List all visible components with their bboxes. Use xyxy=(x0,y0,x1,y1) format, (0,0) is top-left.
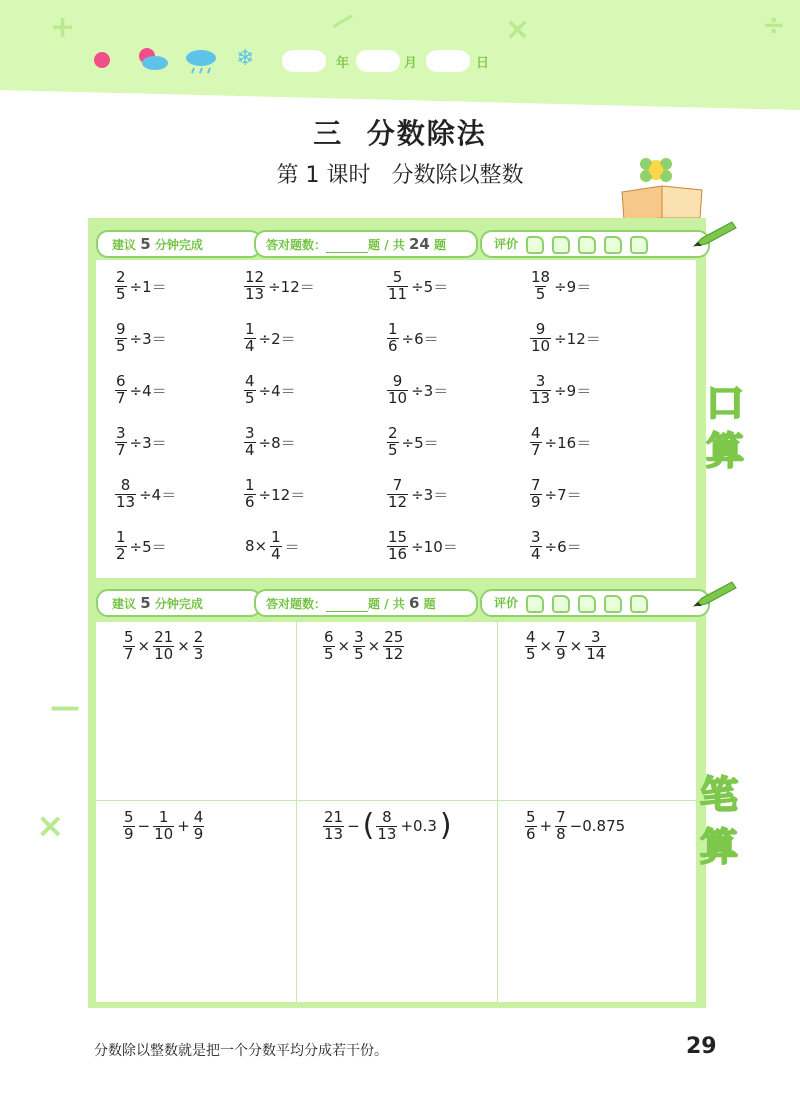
fraction xyxy=(115,478,136,511)
suggest-suffix: 分钟完成 xyxy=(154,597,203,611)
numerator: 8 xyxy=(120,476,131,494)
numerator: 7 xyxy=(556,808,566,826)
fraction xyxy=(115,426,127,459)
numerator: 2 xyxy=(116,268,126,286)
correct-count-field[interactable] xyxy=(326,238,368,253)
numerator: 6 xyxy=(116,372,126,390)
day-label: 日 xyxy=(476,56,490,71)
fraction xyxy=(530,426,542,459)
oral-problem xyxy=(529,270,593,303)
denominator: 7 xyxy=(116,388,126,407)
month-field[interactable] xyxy=(356,50,400,72)
numerator: 7 xyxy=(392,476,403,494)
snowflake-icon: ❄ xyxy=(236,46,255,71)
numerator: 3 xyxy=(531,528,541,546)
numerator: 1 xyxy=(116,528,126,546)
denominator: 4 xyxy=(271,544,281,563)
numerator: 1 xyxy=(245,320,255,338)
numerator: 2 xyxy=(193,628,204,646)
year-field[interactable] xyxy=(282,50,326,72)
written-score-pill xyxy=(254,589,478,617)
oral-problem xyxy=(529,322,603,355)
operator: × xyxy=(539,637,553,656)
pencil-icon xyxy=(692,216,738,250)
denominator: 9 xyxy=(124,824,134,843)
denominator: 10 xyxy=(531,336,551,355)
oral-problem xyxy=(114,374,169,407)
numerator: 3 xyxy=(535,372,546,390)
fraction xyxy=(530,530,542,563)
fraction xyxy=(530,270,551,303)
correct-prefix: 答对题数： xyxy=(266,597,327,611)
denominator: 4 xyxy=(245,440,255,459)
correct-count-field[interactable] xyxy=(326,597,368,612)
written-problem xyxy=(122,630,205,663)
suggest-prefix: 建议 xyxy=(112,597,137,611)
fraction xyxy=(376,810,397,843)
written-problem xyxy=(322,810,453,843)
correct-mid: 题 / 共 xyxy=(368,597,405,611)
denominator: 5 xyxy=(324,644,334,663)
suggest-prefix: 建议 xyxy=(112,238,137,252)
expression-text: ÷1＝ xyxy=(129,277,167,296)
expression-text: ÷2＝ xyxy=(258,329,296,348)
denominator: 4 xyxy=(245,336,255,355)
fraction xyxy=(585,630,606,663)
expression-text: ÷16＝ xyxy=(544,433,592,452)
denominator: 5 xyxy=(245,388,255,407)
numerator: 15 xyxy=(388,528,408,546)
oral-problem xyxy=(529,478,584,511)
month-label: 月 xyxy=(404,56,418,71)
denominator: 9 xyxy=(531,492,541,511)
denominator: 2 xyxy=(116,544,126,563)
fraction xyxy=(244,478,256,511)
plus-decoration: + xyxy=(50,10,76,45)
expression-text: ÷6＝ xyxy=(544,537,582,556)
oral-problem xyxy=(529,426,593,459)
oral-problem xyxy=(386,374,450,407)
total-count: 6 xyxy=(408,594,420,612)
denominator: 5 xyxy=(116,336,126,355)
expression-text: ÷7＝ xyxy=(544,485,582,504)
numerator: 12 xyxy=(245,268,265,286)
fraction xyxy=(387,426,399,459)
numerator: 5 xyxy=(392,268,403,286)
fraction xyxy=(555,810,567,843)
denominator: 5 xyxy=(388,440,398,459)
numerator: 1 xyxy=(388,320,398,338)
operator: + xyxy=(539,817,553,836)
oral-problem xyxy=(386,530,460,563)
fraction xyxy=(383,630,404,663)
oral-problem xyxy=(114,426,169,459)
numerator: 7 xyxy=(556,628,566,646)
book-flower-icon xyxy=(618,154,708,224)
suggest-suffix: 分钟完成 xyxy=(154,238,203,252)
expression-text: ÷5＝ xyxy=(401,433,439,452)
numerator: 3 xyxy=(591,628,601,646)
denominator: 6 xyxy=(388,336,398,355)
thumb-icon[interactable] xyxy=(552,236,570,254)
denominator: 9 xyxy=(556,644,566,663)
written-problem xyxy=(122,810,205,843)
operator: × xyxy=(337,637,351,656)
fraction xyxy=(244,270,265,303)
fraction xyxy=(115,530,127,563)
expression-text: ÷3＝ xyxy=(129,433,167,452)
numerator: 2 xyxy=(388,424,398,442)
expression-text: ÷12＝ xyxy=(554,329,601,348)
sun-icon xyxy=(92,50,112,70)
suggest-minutes: 5 xyxy=(140,594,151,612)
numerator: 4 xyxy=(193,808,204,826)
header-band xyxy=(0,0,800,110)
oral-rating-pill xyxy=(480,230,710,258)
rating-label: 评价 xyxy=(494,596,519,610)
oral-problem xyxy=(243,374,298,407)
sun-cloud-icon xyxy=(135,46,169,72)
thumb-icon[interactable] xyxy=(552,595,570,613)
expression-text: ÷4＝ xyxy=(258,381,296,400)
written-problem xyxy=(524,630,607,663)
denominator: 4 xyxy=(531,544,541,563)
numerator: 1 xyxy=(158,808,169,826)
correct-suffix: 题 xyxy=(434,238,447,252)
divide-decoration: ÷ xyxy=(762,8,786,41)
denominator: 14 xyxy=(586,644,606,663)
oral-problem xyxy=(243,270,317,303)
oral-problem xyxy=(386,426,441,459)
rain-cloud-icon xyxy=(184,46,218,74)
expression-text: ÷8＝ xyxy=(258,433,296,452)
pencil-icon xyxy=(692,576,738,610)
numerator: 5 xyxy=(124,628,134,646)
denominator: 8 xyxy=(556,824,566,843)
expression-text: ÷12＝ xyxy=(258,485,306,504)
numerator: 4 xyxy=(245,372,255,390)
lesson-title: 第 1 课时 分数除以整数 xyxy=(276,163,524,188)
operator: − xyxy=(137,817,151,836)
fraction xyxy=(387,322,399,355)
expression-text: ÷9＝ xyxy=(554,381,592,400)
denominator: 10 xyxy=(154,644,174,663)
denominator: 5 xyxy=(535,284,546,303)
expression-text: ÷10＝ xyxy=(411,537,458,556)
operator: × xyxy=(569,637,583,656)
fraction xyxy=(387,374,408,407)
expression-text: +0.3 xyxy=(400,817,437,836)
minus-decoration-left: — xyxy=(50,690,80,725)
oral-info-bar xyxy=(96,230,716,256)
thumb-icon[interactable] xyxy=(630,236,648,254)
numerator: 9 xyxy=(392,372,403,390)
paren: ) xyxy=(439,808,452,844)
expression-text: ÷3＝ xyxy=(129,329,167,348)
thumb-icon[interactable] xyxy=(578,595,596,613)
fraction xyxy=(270,530,282,563)
correct-suffix: 题 xyxy=(423,597,436,611)
fraction xyxy=(353,630,365,663)
denominator: 6 xyxy=(526,824,536,843)
denominator: 7 xyxy=(531,440,541,459)
expression-text: −0.875 xyxy=(569,817,626,836)
thumb-icon[interactable] xyxy=(578,236,596,254)
denominator: 7 xyxy=(124,644,134,663)
numerator: 6 xyxy=(324,628,334,646)
oral-problem xyxy=(243,530,302,563)
thumb-icon[interactable] xyxy=(604,595,622,613)
times-decoration: × xyxy=(505,12,531,47)
numerator: 5 xyxy=(526,808,536,826)
written-label-suan: 算 xyxy=(700,825,739,869)
denominator: 5 xyxy=(116,284,126,303)
oral-problem xyxy=(243,478,307,511)
written-suggest-pill xyxy=(96,589,262,617)
expression-text: ÷9＝ xyxy=(554,277,592,296)
fraction xyxy=(323,630,335,663)
fraction xyxy=(193,810,205,843)
denominator: 12 xyxy=(388,492,408,511)
rating-label: 评价 xyxy=(494,237,519,251)
denominator: 13 xyxy=(116,492,136,511)
numerator: 9 xyxy=(535,320,546,338)
fraction xyxy=(530,322,551,355)
oral-problem xyxy=(386,270,450,303)
denominator: 7 xyxy=(116,440,126,459)
numerator: 7 xyxy=(531,476,541,494)
operator: × xyxy=(137,637,151,656)
fraction xyxy=(530,374,551,407)
denominator: 5 xyxy=(526,644,536,663)
operator: × xyxy=(177,637,190,656)
numerator: 3 xyxy=(245,424,255,442)
fraction xyxy=(244,374,256,407)
denominator: 16 xyxy=(388,544,408,563)
numerator: 8 xyxy=(382,808,392,826)
expression-text: ＝ xyxy=(284,537,300,556)
unit-title: 三 分数除法 xyxy=(313,117,487,150)
fraction xyxy=(244,426,256,459)
page-number: 29 xyxy=(686,1034,717,1059)
denominator: 6 xyxy=(245,492,255,511)
denominator: 13 xyxy=(324,824,344,843)
expression-text: ÷4＝ xyxy=(129,381,167,400)
fraction xyxy=(115,374,127,407)
numerator: 18 xyxy=(531,268,551,286)
fraction xyxy=(323,810,344,843)
oral-problem xyxy=(529,530,584,563)
operator: + xyxy=(177,817,190,836)
year-label: 年 xyxy=(336,56,350,71)
numerator: 5 xyxy=(124,808,134,826)
written-label-bi: 笔 xyxy=(700,773,739,817)
numerator: 4 xyxy=(531,424,541,442)
grid-divider xyxy=(497,622,498,1002)
denominator: 10 xyxy=(388,388,408,407)
oral-problem xyxy=(114,530,169,563)
denominator: 13 xyxy=(531,388,551,407)
operator: − xyxy=(347,817,360,836)
denominator: 12 xyxy=(384,644,404,663)
thumb-icon[interactable] xyxy=(526,595,544,613)
thumb-icon[interactable] xyxy=(526,236,544,254)
denominator: 11 xyxy=(388,284,408,303)
minus-decoration: — xyxy=(324,1,360,39)
oral-problem xyxy=(386,478,450,511)
oral-score-pill xyxy=(254,230,478,258)
written-problem xyxy=(322,630,405,663)
numerator: 1 xyxy=(245,476,255,494)
expression-text: 8× xyxy=(245,537,268,556)
oral-problem xyxy=(114,478,178,511)
correct-prefix: 答对题数： xyxy=(266,238,327,252)
day-field[interactable] xyxy=(426,50,470,72)
fraction xyxy=(193,630,205,663)
footer-tip: 分数除以整数就是把一个分数平均分成若干份。 xyxy=(94,1043,388,1059)
denominator: 3 xyxy=(193,644,204,663)
expression-text: ÷12＝ xyxy=(268,277,315,296)
expression-text: ÷6＝ xyxy=(401,329,439,348)
numerator: 21 xyxy=(324,808,344,826)
oral-suggest-pill xyxy=(96,230,262,258)
expression-text: ÷3＝ xyxy=(411,381,449,400)
fraction xyxy=(387,478,408,511)
fraction xyxy=(387,270,408,303)
fraction xyxy=(115,322,127,355)
denominator: 13 xyxy=(377,824,397,843)
grid-divider xyxy=(296,622,297,1002)
grid-divider xyxy=(96,800,696,801)
operator: × xyxy=(367,637,381,656)
numerator: 25 xyxy=(384,628,404,646)
numerator: 3 xyxy=(116,424,126,442)
fraction xyxy=(153,630,174,663)
oral-problem xyxy=(243,322,298,355)
expression-text: ÷4＝ xyxy=(139,485,177,504)
denominator: 5 xyxy=(354,644,364,663)
correct-mid: 题 / 共 xyxy=(368,238,405,252)
expression-text: ÷3＝ xyxy=(411,485,449,504)
fraction xyxy=(123,630,135,663)
times-decoration-left: × xyxy=(36,806,65,846)
numerator: 1 xyxy=(271,528,281,546)
written-problem xyxy=(524,810,627,843)
numerator: 3 xyxy=(354,628,364,646)
numerator: 21 xyxy=(154,628,174,646)
fraction xyxy=(123,810,135,843)
numerator: 4 xyxy=(526,628,536,646)
fraction xyxy=(387,530,408,563)
written-info-bar xyxy=(96,589,716,615)
fraction xyxy=(244,322,256,355)
paren: ( xyxy=(362,808,375,844)
fraction xyxy=(115,270,127,303)
expression-text: ÷5＝ xyxy=(411,277,449,296)
fraction xyxy=(555,630,567,663)
written-rating-pill xyxy=(480,589,710,617)
numerator: 9 xyxy=(116,320,126,338)
thumb-icon[interactable] xyxy=(604,236,622,254)
oral-problem xyxy=(386,322,441,355)
fraction xyxy=(153,810,174,843)
denominator: 9 xyxy=(193,824,204,843)
oral-problem xyxy=(114,270,169,303)
oral-label-suan: 算 xyxy=(706,429,745,473)
fraction xyxy=(525,810,537,843)
denominator: 10 xyxy=(154,824,174,843)
suggest-minutes: 5 xyxy=(140,235,151,253)
fraction xyxy=(530,478,542,511)
oral-problem xyxy=(114,322,169,355)
expression-text: ÷5＝ xyxy=(129,537,167,556)
thumb-icon[interactable] xyxy=(630,595,648,613)
oral-problem xyxy=(529,374,593,407)
oral-label-kou: 口 xyxy=(706,381,745,425)
denominator: 13 xyxy=(245,284,265,303)
oral-problem xyxy=(243,426,298,459)
fraction xyxy=(525,630,537,663)
total-count: 24 xyxy=(408,235,430,253)
